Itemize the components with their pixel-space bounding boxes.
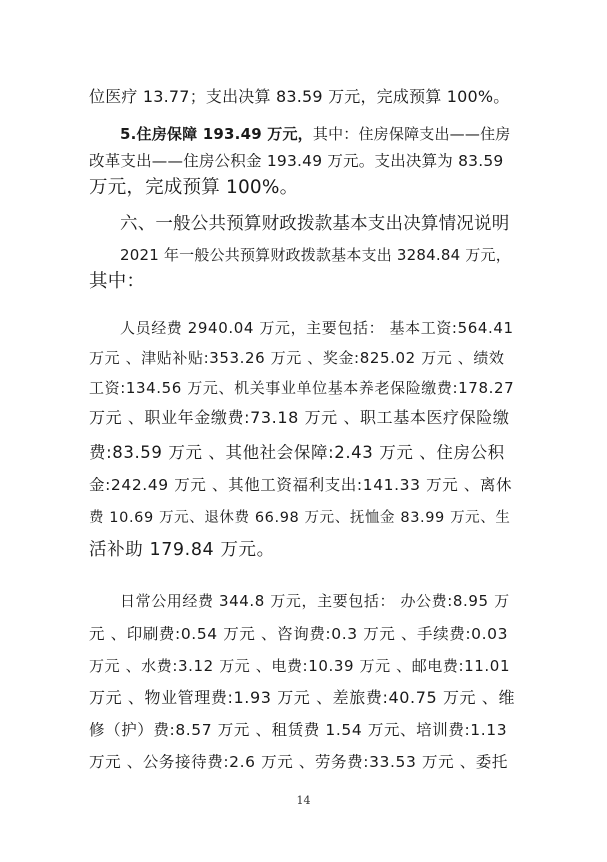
text-line: [89, 749, 508, 775]
text-line: [120, 315, 514, 341]
section-heading: [120, 211, 509, 237]
text-line: [89, 175, 298, 201]
text-line: [89, 653, 510, 679]
text-line: [89, 505, 510, 531]
text-line: [89, 148, 504, 174]
text-line: [89, 440, 505, 466]
text-segment: 2021 年一般公共预算财政拨款基本支出 3284.84 万元，: [120, 246, 511, 264]
text-segment: 金:242.49 万元 、其他工资福利支出:141.33 万元 、离休: [89, 476, 513, 494]
text-line: [89, 537, 275, 563]
text-segment: 六、一般公共预算财政拨款基本支出决算情况说明: [120, 214, 510, 234]
text-segment: 万元 、公务接待费:2.6 万元 、劳务费:33.53 万元 、委托: [89, 753, 509, 771]
text-segment: 位医疗 13.77；支出决算 83.59 万元，完成预算 100%。: [89, 87, 510, 106]
text-segment: 其中：住房保障支出——住房: [312, 125, 511, 143]
text-line: [89, 405, 509, 431]
text-segment: 万元 、职业年金缴费:73.18 万元 、职工基本医疗保险缴: [89, 408, 510, 427]
text-line: [89, 685, 515, 711]
text-line: [89, 472, 512, 498]
text-line: [89, 375, 514, 401]
text-segment: 万元 、水费:3.12 万元 、电费:10.39 万元 、邮电费:11.01: [89, 657, 511, 675]
text-line: [89, 621, 508, 647]
text-line: [89, 345, 505, 371]
text-segment: 工资:134.56 万元、机关事业单位基本养老保险缴费:178.27: [89, 379, 515, 397]
text-segment: 其中：: [89, 271, 146, 292]
text-segment: 万元，完成预算 100%。: [89, 177, 299, 198]
text-segment: 万元 、津贴补贴:353.26 万元 、奖金:825.02 万元 、绩效: [89, 349, 505, 367]
section-heading: 5.住房保障 193.49 万元，: [120, 125, 313, 143]
text-segment: 修（护）费:8.57 万元 、租赁费 1.54 万元、培训费:1.13: [89, 721, 508, 739]
text-segment: 日常公用经费 344.8 万元，主要包括： 办公费:8.95 万: [120, 592, 510, 610]
text-line: [120, 242, 511, 268]
text-segment: 人员经费 2940.04 万元，主要包括： 基本工资:564.41: [120, 319, 514, 337]
text-line: [120, 121, 510, 147]
page-number: 14: [296, 794, 311, 807]
text-segment: 费 10.69 万元、退休费 66.98 万元、抚恤金 83.99 万元、生: [89, 510, 511, 526]
text-segment: 改革支出——住房公积金 193.49 万元。支出决算为 83.59: [89, 152, 504, 170]
text-line: [120, 588, 510, 614]
text-segment: 费:83.59 万元 、其他社会保障:2.43 万元 、住房公积: [89, 443, 505, 462]
text-line: [89, 717, 507, 743]
text-segment: 活补助 179.84 万元。: [89, 540, 275, 560]
text-line: [89, 269, 145, 295]
text-segment: 元 、印刷费:0.54 万元 、咨询费:0.3 万元 、手续费:0.03: [89, 625, 509, 643]
text-line: [89, 84, 510, 110]
text-segment: 万元 、物业管理费:1.93 万元 、差旅费:40.75 万元 、维: [89, 688, 516, 707]
